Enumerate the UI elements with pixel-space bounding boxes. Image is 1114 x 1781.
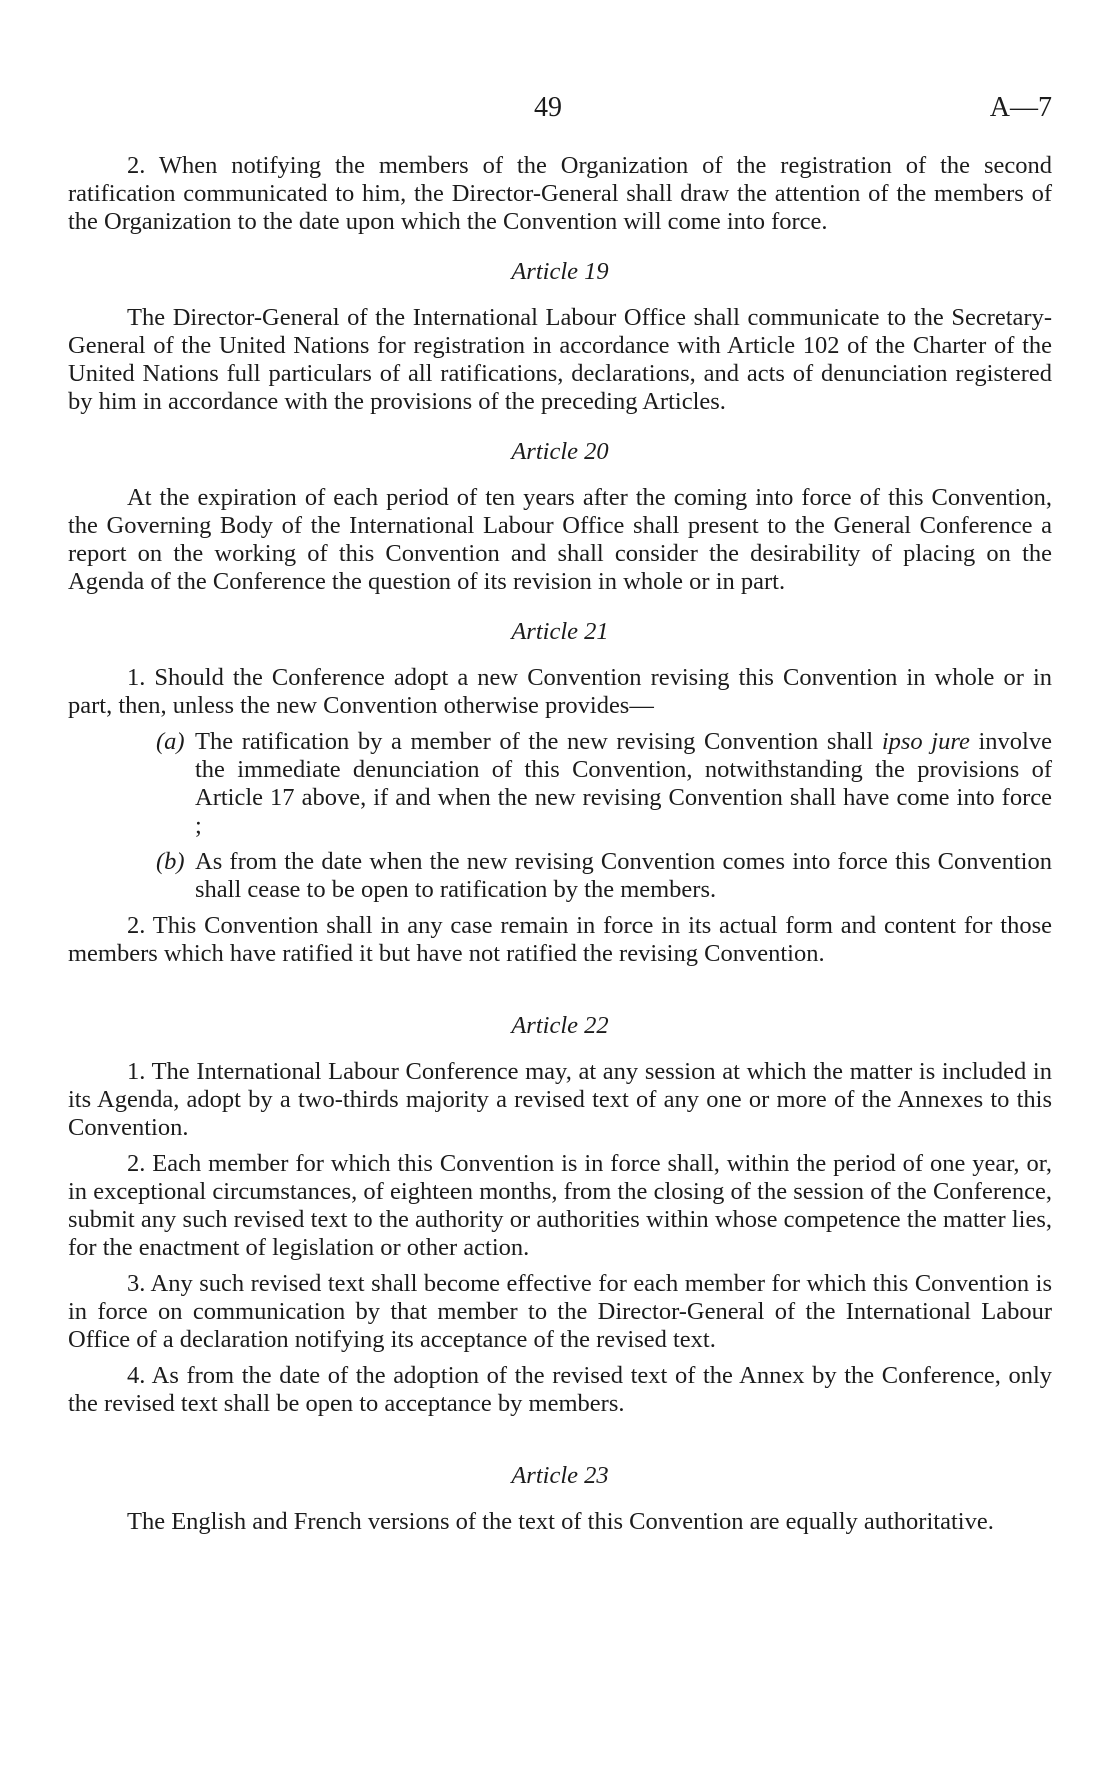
- article-23-heading: Article 23: [511, 1462, 609, 1489]
- article-22-heading: Article 22: [511, 1012, 609, 1039]
- article-19-paragraph: The Director-General of the International Labour Office shall communicate to the Secretary-General of the United Nations for registration in accordance with Article 102 of the Charter of the United Nations full particulars of all ratifications, declarations, and acts of denunciation registered by him in accordance with the provisions of the preceding Articles.: [68, 304, 1052, 415]
- article-21-paragraph-1: 1. Should the Conference adopt a new Convention revising this Convention in whole or in part, then, unless the new Convention otherwise provides—: [68, 664, 1052, 719]
- clause-b-text: As from the date when the new revising Convention comes into force this Convention shall cease to be open to ratification by the members.: [195, 848, 1052, 903]
- document-page: [68, 92, 1052, 1536]
- article-21-clause-b: [68, 848, 1052, 904]
- article-18-paragraph-2: 2. When notifying the members of the Organization of the registration of the second ratification communicated to him, the Director-General shall draw the attention of the members of the Organization to the date upon which the Convention will come into force.: [68, 152, 1052, 235]
- article-22-paragraph-4: 4. As from the date of the adoption of the revised text of the Annex by the Conference, only the revised text shall be open to acceptance by members.: [68, 1362, 1052, 1417]
- article-19-heading: Article 19: [511, 258, 609, 285]
- article-22-paragraph-1: 1. The International Labour Conference may, at any session at which the matter is included in its Agenda, adopt by a two-thirds majority a revised text of any one or more of the Annexes to this Convention.: [68, 1058, 1052, 1141]
- clause-a-label: (a): [156, 728, 185, 755]
- article-21-paragraph-2: 2. This Convention shall in any case remain in force in its actual form and content for those members which have ratified it but have not ratified the revising Convention.: [68, 912, 1052, 967]
- article-23-paragraph: The English and French versions of the text of this Convention are equally authoritative.: [127, 1508, 994, 1535]
- article-22-paragraph-3: 3. Any such revised text shall become effective for each member for which this Convention is in force on communication by that member to the Director-General of the International Labour Office of a declaration notifying its acceptance of the revised text.: [68, 1270, 1052, 1353]
- clause-a-text-start: The ratification by a member of the new revising Convention shall: [195, 728, 882, 755]
- page-number: 49: [534, 92, 562, 123]
- clause-a-text-end: involve the immediate denunciation of this Convention, notwithstanding the provisions of Article 17 above, if and when the new revising Convention shall have come into force ;: [195, 728, 1052, 839]
- clause-b-label: (b): [156, 848, 185, 875]
- article-20-heading: Article 20: [511, 438, 609, 465]
- article-21-heading: Article 21: [511, 618, 609, 645]
- article-20-paragraph: At the expiration of each period of ten years after the coming into force of this Convention, the Governing Body of the International Labour Office shall present to the General Conference a report on the working of this Convention and shall consider the desirability of placing on the Agenda of the Conference the question of its revision in whole or in part.: [68, 484, 1052, 595]
- article-22-paragraph-2: 2. Each member for which this Convention is in force shall, within the period of one year, or, in exceptional circumstances, of eighteen months, from the closing of the session of the Conference, submit any such revised text to the authority or authorities within whose competence the matter lies, for the enactment of legislation or other action.: [68, 1150, 1052, 1261]
- page-code: A—7: [989, 92, 1052, 123]
- clause-a-latin-term: ipso jure: [881, 728, 970, 755]
- article-21-clause-a: [68, 728, 1052, 840]
- page-header: [68, 92, 1052, 152]
